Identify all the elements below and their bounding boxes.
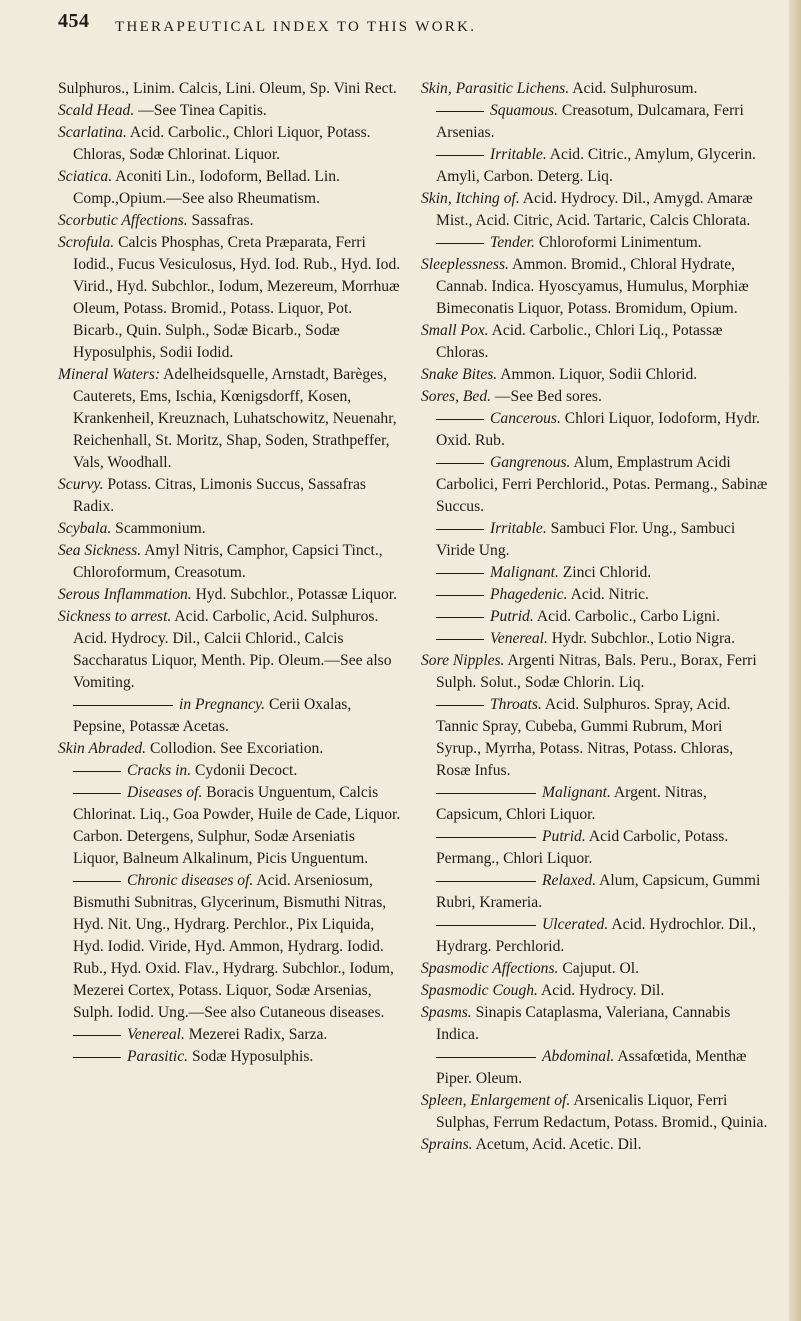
index-entry xyxy=(421,980,771,1002)
index-entry xyxy=(58,738,403,760)
entry-heading: Relaxed. xyxy=(542,872,597,889)
entry-remedies: Arsenicalis Liquor, Ferri Sulphas, Ferrum Redactum, Potass. Bromid., Quinia. xyxy=(436,1092,768,1131)
index-entry xyxy=(58,1024,403,1046)
index-entry xyxy=(421,452,771,518)
ditto-dash xyxy=(73,1035,121,1036)
entry-heading: Spasms. xyxy=(421,1004,472,1021)
entry-heading: Snake Bites. xyxy=(421,366,498,383)
entry-heading: Ulcerated. xyxy=(542,916,609,933)
ditto-dash xyxy=(436,463,484,464)
index-entry xyxy=(58,870,403,1024)
index-entry xyxy=(58,210,403,232)
ditto-dash xyxy=(436,419,484,420)
index-entry xyxy=(421,232,771,254)
index-entry xyxy=(421,650,771,694)
index-entry xyxy=(421,584,771,606)
index-entry xyxy=(58,540,403,584)
index-entry xyxy=(58,694,403,738)
entry-remedies: Acid. Hydrochlor. Dil., Hydrarg. Perchlorid. xyxy=(436,916,756,955)
entry-remedies: Sinapis Cataplasma, Valeriana, Cannabis Indica. xyxy=(436,1004,731,1043)
entry-remedies: Hydr. Subchlor., Lotio Nigra. xyxy=(551,630,735,647)
index-entry xyxy=(421,408,771,452)
entry-heading: Chronic diseases of. xyxy=(127,872,254,889)
entry-heading: Scrofula. xyxy=(58,234,115,251)
entry-heading: Scarlatina. xyxy=(58,124,127,141)
index-entry xyxy=(421,386,771,408)
entry-remedies: Aconiti Lin., Iodoform, Bellad. Lin. Comp.,Opium.—See also Rheumatism. xyxy=(73,168,340,207)
entry-remedies: Calcis Phosphas, Creta Præparata, Ferri Iodid., Fucus Vesiculosus, Hyd. Iod. Rub., Hyd. Iod. Virid., Hyd. Subchlor., Iodum, Mezereum, Morrhuæ Oleum, Potass. Bromid., Potass. Liquor, Pot. Bicarb., Quin. Sulph., Sodæ Bicarb., Sodæ Hyposulphis, Sodii Iodid. xyxy=(73,234,401,361)
page-number: 454 xyxy=(58,10,90,32)
ditto-dash xyxy=(436,111,484,112)
entry-heading: Malignant. xyxy=(542,784,611,801)
entry-heading: Malignant. xyxy=(490,564,559,581)
entry-remedies: Acid. Nitric. xyxy=(570,586,649,603)
entry-remedies: Sodæ Hyposulphis. xyxy=(191,1048,314,1065)
ditto-dash xyxy=(436,881,536,882)
ditto-dash xyxy=(436,705,484,706)
entry-heading: Skin Abraded. xyxy=(58,740,147,757)
entry-heading: Throats. xyxy=(490,696,542,713)
entry-remedies: Alum, Capsicum, Gummi Rubri, Krameria. xyxy=(436,872,761,911)
entry-heading: Sea Sickness. xyxy=(58,542,142,559)
entry-heading: Sciatica. xyxy=(58,168,113,185)
entry-remedies: Acid. Sulphurosum. xyxy=(572,80,698,97)
entry-remedies: Sulphuros., Linim. Calcis, Lini. Oleum, Sp. Vini Rect. xyxy=(58,80,397,97)
index-entry xyxy=(421,320,771,364)
entry-remedies: Acid. Carbolic, Acid. Sulphuros. Acid. Hydrocy. Dil., Calcii Chlorid., Calcis Saccharatus Liquor, Menth. Pip. Oleum.—See also Vomiting. xyxy=(73,608,392,691)
right-column xyxy=(421,78,771,1156)
entry-remedies: Assafœtida, Menthæ Piper. Oleum. xyxy=(436,1048,747,1087)
entry-remedies: Sassafras. xyxy=(191,212,254,229)
index-entry xyxy=(421,1002,771,1046)
ditto-dash xyxy=(436,573,484,574)
entry-heading: Skin, Parasitic Lichens. xyxy=(421,80,570,97)
entry-heading: Scurvy. xyxy=(58,476,104,493)
entry-heading: Venereal. xyxy=(127,1026,185,1043)
ditto-dash xyxy=(73,881,121,882)
entry-remedies: Creasotum, Dulcamara, Ferri Arsenias. xyxy=(436,102,744,141)
index-entry xyxy=(421,100,771,144)
index-entry xyxy=(421,1046,771,1090)
entry-heading: Venereal. xyxy=(490,630,548,647)
entry-remedies: Alum, Emplastrum Acidi Carbolici, Ferri Perchlorid., Potas. Permang., Sabinæ Succus. xyxy=(436,454,768,515)
index-entry xyxy=(421,782,771,826)
ditto-dash xyxy=(436,155,484,156)
index-entry xyxy=(421,694,771,782)
left-column xyxy=(58,78,403,1068)
entry-heading: Scald Head. xyxy=(58,102,135,119)
entry-remedies: Collodion. See Excoriation. xyxy=(149,740,324,757)
index-entry xyxy=(421,826,771,870)
ditto-dash xyxy=(436,925,536,926)
entry-heading: Putrid. xyxy=(490,608,534,625)
ditto-dash xyxy=(436,595,484,596)
entry-heading: Gangrenous. xyxy=(490,454,571,471)
entry-heading: Spasmodic Affections. xyxy=(421,960,559,977)
ditto-dash xyxy=(436,617,484,618)
entry-heading: Skin, Itching of. xyxy=(421,190,520,207)
entry-remedies: Cerii Oxalas, Pepsine, Potassæ Acetas. xyxy=(73,696,352,735)
entry-heading: Diseases of. xyxy=(127,784,203,801)
index-entry xyxy=(58,584,403,606)
index-entry xyxy=(58,782,403,870)
entry-heading: Mineral Waters: xyxy=(58,366,161,383)
entry-heading: Spasmodic Cough. xyxy=(421,982,538,999)
entry-heading: Sleeplessness. xyxy=(421,256,509,273)
ditto-dash xyxy=(436,529,484,530)
entry-remedies: Scammonium. xyxy=(115,520,206,537)
index-entry xyxy=(421,914,771,958)
entry-heading: in Pregnancy. xyxy=(179,696,266,713)
entry-heading: Irritable. xyxy=(490,520,547,537)
entry-heading: Abdominal. xyxy=(542,1048,615,1065)
index-entry xyxy=(421,188,771,232)
index-entry xyxy=(58,166,403,210)
index-entry xyxy=(58,364,403,474)
ditto-dash xyxy=(436,837,536,838)
entry-heading: Sore Nipples. xyxy=(421,652,505,669)
ditto-dash xyxy=(73,793,121,794)
index-entry xyxy=(58,606,403,694)
entry-remedies: Chloroformi Linimentum. xyxy=(538,234,702,251)
index-entry xyxy=(58,100,403,122)
entry-heading: Small Pox. xyxy=(421,322,489,339)
entry-remedies: Acid. Arseniosum, Bismuthi Subnitras, Glycerinum, Bismuthi Nitras, Hyd. Nit. Ung., Hydrarg. Perchlor., Pix Liquida, Hyd. Iodid. Viride, Hyd. Ammon, Hydrarg. Iodid. Rub., Hyd. Oxid. Flav., Hydrarg. Subchlor., Iodum, Mezerei Cortex, Potass. Liquor, Sodæ Arsenias, Sulph. Iodid. Ung.—See also Cutaneous diseases. xyxy=(73,872,394,1021)
index-entry xyxy=(421,606,771,628)
entry-remedies: Argenti Nitras, Bals. Peru., Borax, Ferri Sulph. Solut., Sodæ Chlorin. Liq. xyxy=(436,652,757,691)
entry-remedies: Acid. Carbolic., Carbo Ligni. xyxy=(536,608,721,625)
index-entry xyxy=(58,760,403,782)
index-entry xyxy=(421,518,771,562)
ditto-dash xyxy=(73,1057,121,1058)
page-edge xyxy=(789,0,801,1321)
entry-remedies: Cajuput. Ol. xyxy=(562,960,640,977)
entry-remedies: Mezerei Radix, Sarza. xyxy=(188,1026,328,1043)
entry-remedies: Argent. Nitras, Capsicum, Chlori Liquor. xyxy=(436,784,707,823)
entry-remedies: Acid. Carbolic., Chlori Liq., Potassæ Chloras. xyxy=(436,322,723,361)
entry-remedies: Hyd. Subchlor., Potassæ Liquor. xyxy=(195,586,398,603)
ditto-dash xyxy=(436,243,484,244)
entry-heading: Sickness to arrest. xyxy=(58,608,172,625)
index-entry xyxy=(58,122,403,166)
ditto-dash xyxy=(73,705,173,706)
entry-remedies: Acid. Carbolic., Chlori Liquor, Potass. Chloras, Sodæ Chlorinat. Liquor. xyxy=(73,124,371,163)
index-entry xyxy=(58,232,403,364)
index-entry xyxy=(58,474,403,518)
entry-remedies: Chlori Liquor, Iodoform, Hydr. Oxid. Rub. xyxy=(436,410,760,449)
entry-remedies: Amyl Nitris, Camphor, Capsici Tinct., Chloroformum, Creasotum. xyxy=(73,542,383,581)
entry-heading: Sprains. xyxy=(421,1136,473,1153)
index-entry xyxy=(421,958,771,980)
entry-heading: Cancerous. xyxy=(490,410,561,427)
entry-heading: Spleen, Enlargement of. xyxy=(421,1092,571,1109)
index-entry xyxy=(421,1134,771,1156)
index-entry xyxy=(58,78,403,100)
entry-remedies: Boracis Unguentum, Calcis Chlorinat. Liq., Goa Powder, Huile de Cade, Liquor. Carbon. Detergens, Sulphur, Sodæ Arseniatis Liquor, Balneum Alkalinum, Picis Unguentum. xyxy=(73,784,401,867)
entry-remedies: Acid. Hydrocy. Dil. xyxy=(541,982,665,999)
entry-heading: Scorbutic Affections. xyxy=(58,212,188,229)
entry-remedies: Adelheidsquelle, Arnstadt, Barèges, Cauterets, Ems, Ischia, Kœnigsdorff, Kosen, Krankenheil, Kreuznach, Luhatschowitz, Neuenahr, Reichenhall, St. Moritz, Shap, Soden, Strathpeffer, Vals, Woodhall. xyxy=(73,366,397,471)
entry-heading: Sores, Bed. xyxy=(421,388,492,405)
entry-heading: Cracks in. xyxy=(127,762,192,779)
entry-remedies: Zinci Chlorid. xyxy=(562,564,652,581)
running-head: THERAPEUTICAL INDEX TO THIS WORK. xyxy=(115,19,477,35)
entry-heading: Irritable. xyxy=(490,146,547,163)
entry-heading: Putrid. xyxy=(542,828,586,845)
index-entry xyxy=(58,1046,403,1068)
entry-heading: Tender. xyxy=(490,234,535,251)
ditto-dash xyxy=(436,793,536,794)
index-entry xyxy=(421,254,771,320)
index-entry xyxy=(58,518,403,540)
entry-remedies: Acid. Hydrocy. Dil., Amygd. Amaræ Mist., Acid. Citric, Acid. Tartaric, Calcis Chlorata. xyxy=(436,190,753,229)
entry-remedies: Ammon. Liquor, Sodii Chlorid. xyxy=(500,366,698,383)
index-entry xyxy=(421,870,771,914)
index-entry xyxy=(421,144,771,188)
index-entry xyxy=(421,364,771,386)
ditto-dash xyxy=(436,639,484,640)
entry-remedies: Acid Carbolic, Potass. Permang., Chlori Liquor. xyxy=(436,828,729,867)
entry-heading: Serous Inflammation. xyxy=(58,586,192,603)
entry-remedies: Acid. Citric., Amylum, Glycerin. Amyli, Carbon. Deterg. Liq. xyxy=(436,146,756,185)
ditto-dash xyxy=(436,1057,536,1058)
entry-remedies: Cydonii Decoct. xyxy=(195,762,298,779)
entry-heading: Scybala. xyxy=(58,520,112,537)
entry-remedies: Potass. Citras, Limonis Succus, Sassafras Radix. xyxy=(73,476,366,515)
index-entry xyxy=(421,628,771,650)
entry-remedies: Acetum, Acid. Acetic. Dil. xyxy=(475,1136,642,1153)
entry-remedies: —See Bed sores. xyxy=(494,388,602,405)
index-entry xyxy=(421,78,771,100)
entry-heading: Parasitic. xyxy=(127,1048,189,1065)
index-entry xyxy=(421,562,771,584)
ditto-dash xyxy=(73,771,121,772)
entry-remedies: —See Tinea Capitis. xyxy=(138,102,267,119)
entry-remedies: Ammon. Bromid., Chloral Hydrate, Cannab. Indica. Hyoscyamus, Humulus, Morphiæ Bimeconatis Liquor, Potass. Bromidum, Opium. xyxy=(436,256,749,317)
index-entry xyxy=(421,1090,771,1134)
entry-heading: Squamous. xyxy=(490,102,559,119)
entry-remedies: Acid. Sulphuros. Spray, Acid. Tannic Spray, Cubeba, Gummi Rubrum, Mori Syrup., Myrrha, Potass. Nitras, Potass. Chloras, Rosæ Infus. xyxy=(436,696,734,779)
entry-heading: Phagedenic. xyxy=(490,586,568,603)
entry-remedies: Sambuci Flor. Ung., Sambuci Viride Ung. xyxy=(436,520,736,559)
